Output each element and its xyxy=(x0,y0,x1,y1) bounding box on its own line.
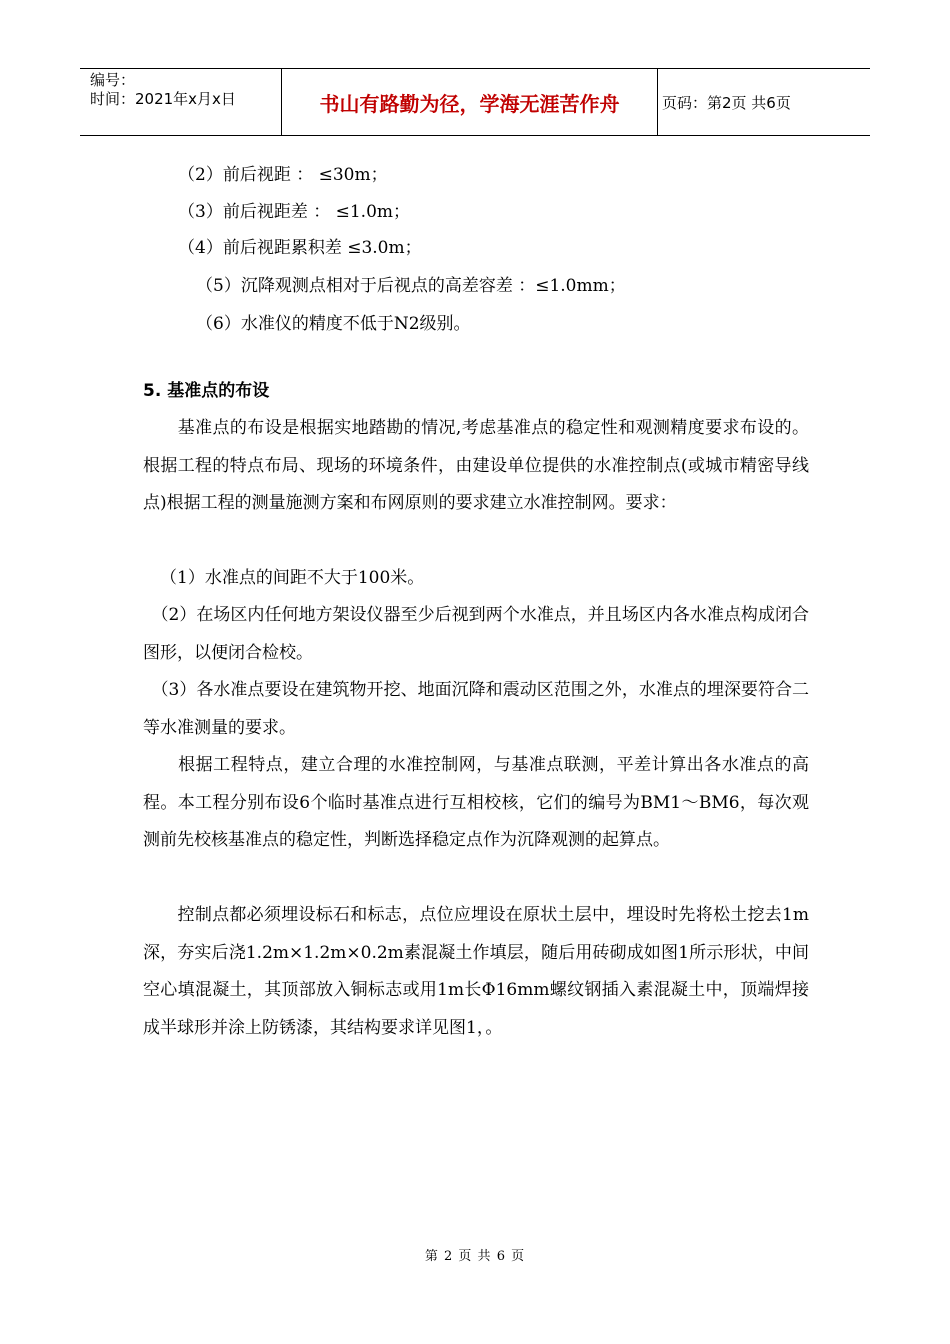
paragraph: 控制点都必须埋设标石和标志，点位应埋设在原状土层中，埋设时先将松土挖去1m深，夯实后浇1.2m×1.2m×0.2m素混凝土作填层，随后用砖砌成如图1所示形状，中间空心填混凝土，其顶部放入铜标志或用1m长Φ16mm螺纹钢插入素混凝土中，顶端焊接成半球形并涂上防锈漆，其结构要求详见图1，。 xyxy=(143,905,809,1038)
paragraph: （3）各水准点要设在建筑物开挖、地面沉降和震动区范围之外，水准点的埋深要符合二等水准测量的要求。 xyxy=(143,680,809,738)
list-item: （4）前后视距累积差 ≤3.0m； xyxy=(178,238,422,258)
document-date: 时间：2021年x月x日 xyxy=(90,90,236,108)
list-item: （6）水准仪的精度不低于N2级别。 xyxy=(196,314,471,334)
header-page-info: 页码：第2页 共6页 xyxy=(662,93,791,112)
list-item: （3）前后视距差 ： ≤1.0m； xyxy=(178,202,411,222)
list-item: （2）前后视距 ： ≤30m； xyxy=(178,165,388,185)
document-number-label: 编号： xyxy=(90,71,136,89)
paragraph: 根据工程特点，建立合理的水准控制网，与基准点联测，平差计算出各水准点的高程。本工程分别布设6个临时基准点进行互相校核，它们的编号为BM1～BM6，每次观测前先校核基准点的稳定性，判断选择稳定点作为沉降观测的起算点。 xyxy=(143,755,809,850)
paragraph: （2）在场区内任何地方架设仪器至少后视到两个水准点，并且场区内各水准点构成闭合图形，以便闭合检校。 xyxy=(143,605,809,663)
header-motto: 书山有路勤为径，学海无涯苦作舟 xyxy=(282,69,658,135)
list-item: （5）沉降观测点相对于后视点的高差容差 ：≤1.0mm； xyxy=(196,276,626,296)
section-title: 5. 基准点的布设 xyxy=(143,381,270,401)
paragraph: （1）水准点的间距不大于100米。 xyxy=(160,568,425,588)
page-header xyxy=(80,68,870,136)
page-footer: 第 2 页 共 6 页 xyxy=(424,1249,526,1264)
paragraph: 基准点的布设是根据实地踏勘的情况,考虑基准点的稳定性和观测精度要求布设的。根据工程的特点布局、现场的环境条件，由建设单位提供的水准控制点(或城市精密导线点)根据工程的测量施测方案和布网原则的要求建立水准控制网。要求： xyxy=(143,418,809,513)
header-left-cell xyxy=(80,69,282,135)
